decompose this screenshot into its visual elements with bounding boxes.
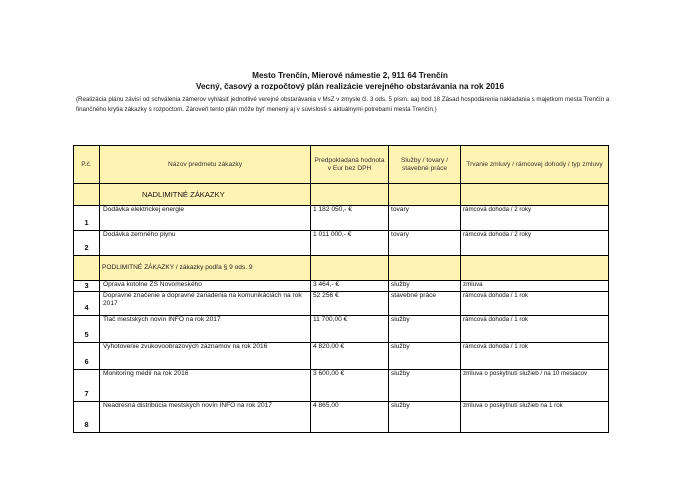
row-duration: zmluva o poskytnutí služieb na 1 rok [461,402,609,433]
row-duration: rámcová dohoda / 1 rok [461,316,609,343]
row-value: 11 700,00 € [311,316,389,343]
row-duration: zmluva o poskytnutí služieb / na 10 mesiacov [461,370,609,402]
row-name: Dodávka elektrickej energie [100,206,311,231]
row-number: 7 [74,370,100,402]
row-value: 4 820,00 € [311,343,389,370]
row-number: 2 [74,231,100,256]
row-type: služby [389,402,461,433]
row-duration: zmluva [461,281,609,292]
row-value: 52 256 € [311,292,389,316]
section-row-below-limit [74,256,609,281]
row-name: Oprava kotolne ZŠ Novomeského [100,281,311,292]
row-value: 1 011 000,- € [311,231,389,256]
row-number: 8 [74,402,100,433]
row-value: 4 865,00 [311,402,389,433]
row-number: 6 [74,343,100,370]
document-subtitle: Vecný, časový a rozpočtový plán realizácie verejného obstarávania na rok 2016 [195,82,505,91]
table-row [74,402,609,433]
document-title: Mesto Trenčín, Mierové námestie 2, 911 64 Trenčín [252,71,448,80]
table-row [74,206,609,231]
row-name: Dodávka zemného plynu [100,231,311,256]
section-row-above-limit [74,184,609,206]
row-name: Tlač mestských novín INFO na rok 2017 [100,316,311,343]
section-label-below-limit: PODLIMITNÉ ZÁKAZKY / zákazky podľa § 9 ods. 9 [100,256,311,281]
row-number: 1 [74,206,100,231]
table-row [74,281,609,292]
table-row [74,231,609,256]
header-value: Predpokladaná hodnota v Eur bez DPH [311,146,389,184]
row-name: Neadresná distribúcia mestských novín INFO na rok 2017 [100,402,311,433]
row-value: 3 600,00 € [311,370,389,402]
row-number: 4 [74,292,100,316]
header-duration: Trvanie zmluvy / rámcovej dohody / typ zmluvy [461,146,609,184]
table-header-row [74,146,609,184]
table-row [74,370,609,402]
row-number: 5 [74,316,100,343]
row-value: 1 182 050,- € [311,206,389,231]
row-duration: rámcová dohoda / 2 roky [461,206,609,231]
row-type: služby [389,316,461,343]
note-paragraph: (Realizácia plánu závisí od schválenia zámerov vyhlásiť jednotlivé verejné obstarávania v MsZ v zmysle čl. 3 ods. 5 písm. aa) bod 18 Zásad hospodárenia nakladania s majetkom mesta Trenčín a finančného krytia zákazky s rozpočtom. Zároveň tento plán môže byť menený aj v súvislosti s aktuálnymi potrebami mesta Trenčín.) [76,96,610,113]
row-name: Monitoring médií na rok 2016 [100,370,311,402]
row-name: Dopravné značenie a dopravné zariadenia na komunikáciách na rok 2017 [100,292,311,316]
header-pc: P.č. [74,146,100,184]
row-type: služby [389,281,461,292]
row-duration: rámcová dohoda / 1 rok [461,343,609,370]
table-row [74,316,609,343]
row-number: 3 [74,281,100,292]
row-duration: rámcová dohoda / 1 rok [461,292,609,316]
row-type: tovary [389,231,461,256]
row-type: služby [389,343,461,370]
row-type: tovary [389,206,461,231]
table-row [74,343,609,370]
row-value: 3 464,- € [311,281,389,292]
row-duration: rámcová dohoda / 2 roky [461,231,609,256]
header-type: Služby / tovary / stavebné práce [389,146,461,184]
row-type: stavebné práce [389,292,461,316]
procurement-table [73,145,609,433]
section-label-above-limit: NADLIMITNÉ ZÁKAZKY [100,184,311,206]
header-name: Názov predmetu zákazky [100,146,311,184]
row-name: Vyhotovenie zvukovoobrazových záznamov na rok 2016 [100,343,311,370]
table-row [74,292,609,316]
row-type: služby [389,370,461,402]
